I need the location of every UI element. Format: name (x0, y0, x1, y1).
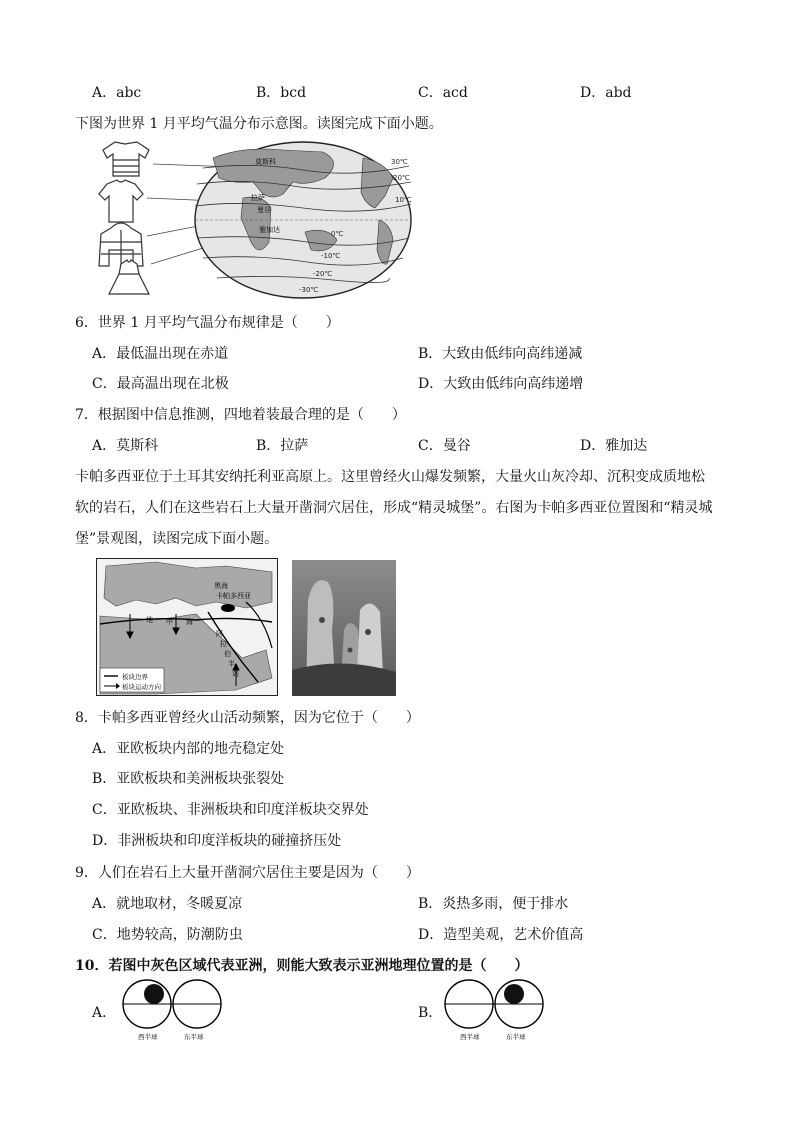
q7-stem: 7．根据图中信息推测，四地着装最合理的是（ ） (75, 407, 406, 423)
q7-option-d[interactable]: D．雅加达 (580, 438, 648, 454)
label-arabia-5: 岛 (232, 670, 239, 678)
label-arabia-4: 半 (228, 660, 235, 668)
q9-stem: 9．人们在岩石上大量开凿洞穴居住主要是因为（ ） (75, 865, 420, 881)
q6-option-d[interactable]: D．大致由低纬向高纬递增 (418, 376, 584, 392)
q6-option-c[interactable]: C．最高温出现在北极 (92, 376, 229, 392)
q6-option-b[interactable]: B．大致由低纬向高纬递减 (418, 346, 583, 362)
q8-option-c[interactable]: C．亚欧板块、非洲板块和印度洋板块交界处 (92, 802, 369, 818)
q10-option-b-hemispheres[interactable] (444, 976, 544, 1042)
intro-cappadocia-line2: 软的岩石，人们在这些岩石上大量开凿洞穴居住，形成“精灵城堡”。右图为卡帕多西亚位置图和“精灵城 (75, 500, 713, 516)
label-med-3: 海 (186, 618, 193, 626)
label-east-hemisphere-b: 东半球 (506, 1033, 526, 1041)
label-black-sea: 黑海 (214, 582, 228, 590)
t-shirt-icon (99, 180, 143, 222)
q5-option-a[interactable]: A．abc (92, 85, 142, 101)
q5-option-d[interactable]: D．abd (580, 85, 632, 101)
q8-stem: 8．卡帕多西亚曾经火山活动频繁，因为它位于（ ） (75, 710, 420, 726)
isotherm-label: -30℃ (299, 286, 319, 294)
label-east-hemisphere-a: 东半球 (184, 1033, 204, 1041)
label-west-hemisphere-a: 西半球 (138, 1033, 158, 1041)
label-arabia-2: 拉 (220, 640, 227, 648)
q10-option-b-label[interactable]: B． (418, 1005, 443, 1021)
place-bangkok: 曼谷 (257, 206, 271, 214)
label-west-hemisphere-b: 西半球 (460, 1033, 480, 1041)
isotherm-label: 30℃ (391, 158, 408, 166)
isotherm-label: 0℃ (331, 230, 344, 238)
legend-plate-boundary: 板块边界 (122, 673, 148, 681)
isotherm-label: -10℃ (321, 252, 341, 260)
legend-plate-motion: 板块运动方向 (122, 683, 161, 691)
q8-option-b[interactable]: B．亚欧板块和美洲板块张裂处 (92, 771, 285, 787)
q7-option-b[interactable]: B．拉萨 (256, 438, 309, 454)
q5-option-b[interactable]: B．bcd (256, 85, 307, 101)
fairy-chimney-photo (292, 560, 396, 696)
intro-cappadocia-line1: 卡帕多西亚位于土耳其安纳托利亚高原上。这里曾经火山爆发频繁，大量火山灰冷却、沉积变成质地松 (75, 469, 705, 485)
q7-option-a[interactable]: A．莫斯科 (92, 438, 159, 454)
q8-option-a[interactable]: A．亚欧板块内部的地壳稳定处 (92, 741, 285, 757)
intro-temperature-map: 下图为世界 1 月平均气温分布示意图。读图完成下面小题。 (75, 116, 443, 132)
q6-option-a[interactable]: A．最低温出现在赤道 (92, 346, 229, 362)
polo-shirt-icon (103, 142, 149, 176)
q9-option-d[interactable]: D．造型美观，艺术价值高 (418, 927, 584, 943)
q9-option-c[interactable]: C．地势较高，防潮防虫 (92, 927, 243, 943)
label-med-1: 地 (146, 616, 153, 624)
place-lhasa: 拉萨 (251, 194, 265, 202)
cappadocia-location-map (96, 558, 278, 696)
place-jakarta: 雅加达 (259, 226, 280, 234)
q10-option-a-hemispheres[interactable] (122, 976, 222, 1042)
q8-option-d[interactable]: D．非洲板块和印度洋板块的碰撞挤压处 (92, 833, 342, 849)
down-jacket-icon (99, 223, 143, 266)
intro-cappadocia-line3: 堡”景观图，读图完成下面小题。 (75, 531, 279, 547)
q10-stem: 10．若图中灰色区域代表亚洲，则能大致表示亚洲地理位置的是（ ） (75, 958, 529, 974)
q9-option-b[interactable]: B．炎热多雨，便于排水 (418, 896, 569, 912)
isotherm-label: -20℃ (313, 270, 333, 278)
q10-option-a-label[interactable]: A． (92, 1005, 117, 1021)
q6-stem: 6．世界 1 月平均气温分布规律是（ ） (75, 315, 340, 331)
q7-option-c[interactable]: C．曼谷 (418, 438, 471, 454)
isotherm-label: 20℃ (393, 174, 410, 182)
label-med-2: 中 (166, 618, 173, 626)
temperature-map-figure (93, 138, 423, 300)
place-moscow: 莫斯科 (255, 158, 276, 166)
label-arabia-3: 伯 (224, 650, 231, 658)
q5-option-c[interactable]: C．acd (418, 85, 468, 101)
isotherm-label: 10℃ (395, 196, 412, 204)
q9-option-a[interactable]: A．就地取材，冬暖夏凉 (92, 896, 243, 912)
label-cappadocia: 卡帕多西亚 (216, 592, 251, 600)
label-arabia-1: 阿 (216, 630, 223, 638)
